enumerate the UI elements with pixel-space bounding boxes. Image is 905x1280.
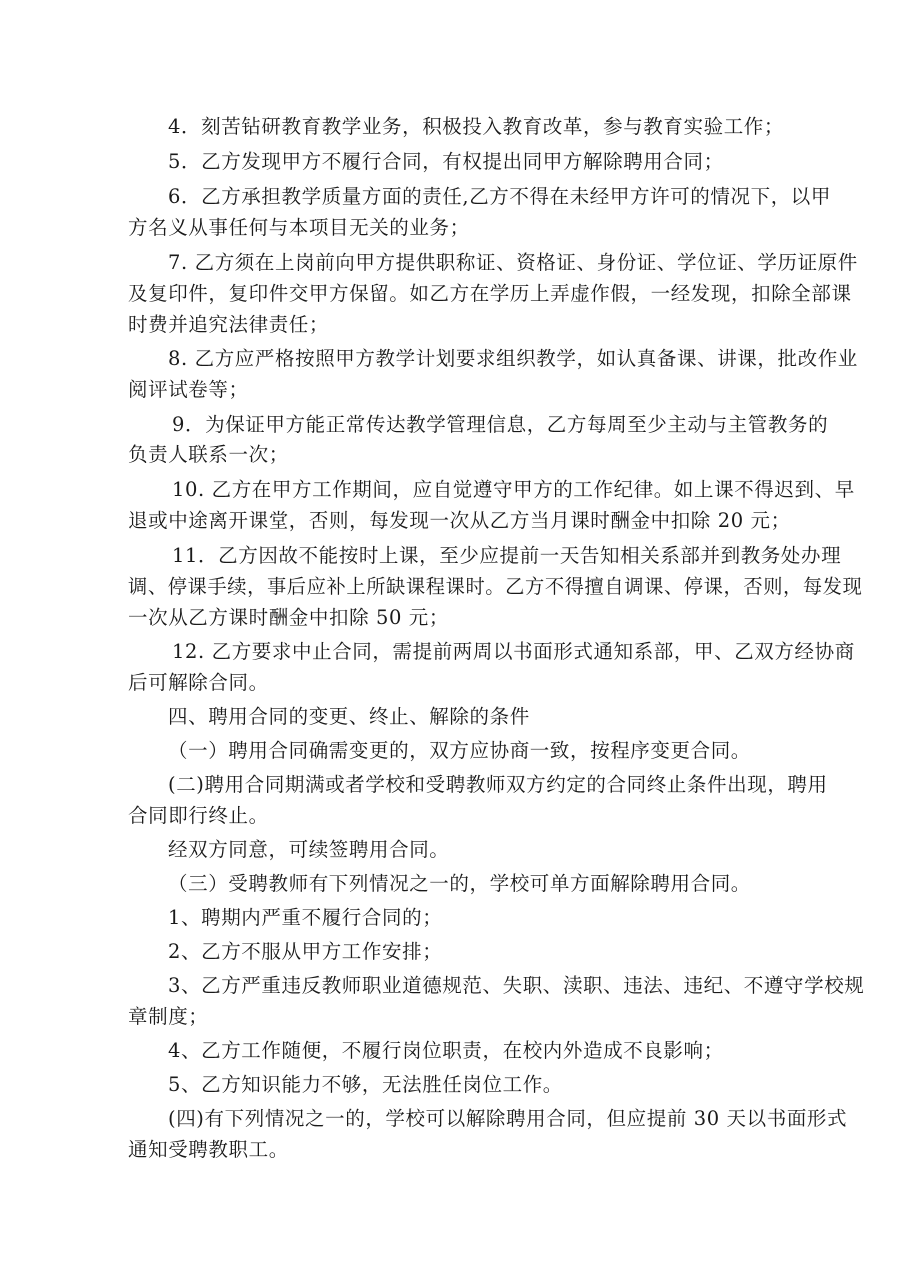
section-4-heading: 四、聘用合同的变更、终止、解除的条件 [168, 705, 530, 728]
section-4-clause-2-line-1: (二)聘用合同期满或者学校和受聘教师双方约定的合同终止条件出现，聘用 [168, 773, 828, 796]
item-4-line-1: 4．刻苦钻研教育教学业务，积极投入教育改革，参与教育实验工作； [168, 115, 785, 138]
condition-4: 4、乙方工作随便，不履行岗位职责，在校内外造成不良影响； [168, 1039, 724, 1062]
item-7-line-3: 时费并追究法律责任； [128, 313, 330, 336]
item-11-line-1: 11．乙方因故不能按时上课，至少应提前一天告知相关系部并到教务处办理 [172, 544, 842, 567]
section-4-clause-2-line-2: 合同即行终止。 [128, 804, 269, 827]
item-12-line-1: 12. 乙方要求中止合同，需提前两周以书面形式通知系部，甲、乙双方经协商 [172, 640, 855, 663]
item-11-line-3: 一次从乙方课时酬金中扣除 50 元； [128, 606, 450, 629]
item-11-line-2: 调、停课手续，事后应补上所缺课程课时。乙方不得擅自调课、停课，否则，每发现 [128, 575, 863, 598]
item-7-line-2: 及复印件，复印件交甲方保留。如乙方在学历上弄虚作假，一经发现，扣除全部课 [128, 282, 852, 305]
section-4-clause-3: （三）受聘教师有下列情况之一的，学校可单方面解除聘用合同。 [168, 872, 751, 895]
condition-3-line-2: 章制度； [128, 1005, 209, 1028]
item-8-line-2: 阅评试卷等； [128, 378, 249, 401]
item-9-line-1: 9．为保证甲方能正常传达教学管理信息，乙方每周至少主动与主管教务的 [172, 413, 829, 436]
item-7-line-1: 7. 乙方须在上岗前向甲方提供职称证、资格证、身份证、学位证、学历证原件 [168, 251, 858, 274]
item-10-line-1: 10. 乙方在甲方工作期间，应自觉遵守甲方的工作纪律。如上课不得迟到、早 [172, 478, 855, 501]
item-8-line-1: 8. 乙方应严格按照甲方教学计划要求组织教学，如认真备课、讲课，批改作业 [168, 347, 858, 370]
renewal-note: 经双方同意，可续签聘用合同。 [168, 838, 450, 861]
condition-5: 5、乙方知识能力不够，无法胜任岗位工作。 [168, 1073, 563, 1096]
section-4-clause-4-line-1: (四)有下列情况之一的，学校可以解除聘用合同，但应提前 30 天以书面形式 [168, 1107, 848, 1130]
item-5-line-1: 5．乙方发现甲方不履行合同，有权提出同甲方解除聘用合同； [168, 150, 724, 173]
item-9-line-2: 负责人联系一次； [128, 443, 289, 466]
condition-1: 1、聘期内严重不履行合同的； [168, 906, 443, 929]
item-6-line-1: 6．乙方承担教学质量方面的责任,乙方不得在未经甲方许可的情况下，以甲 [168, 185, 832, 208]
item-6-line-2: 方名义从事任何与本项目无关的业务； [128, 216, 470, 239]
item-10-line-2: 退或中途离开课堂，否则，每发现一次从乙方当月课时酬金中扣除 20 元； [128, 509, 791, 532]
condition-3-line-1: 3、乙方严重违反教师职业道德规范、失职、渎职、违法、违纪、不遵守学校规 [168, 974, 865, 997]
condition-2: 2、乙方不服从甲方工作安排； [168, 940, 443, 963]
section-4-clause-4-line-2: 通知受聘教职工。 [128, 1138, 289, 1161]
section-4-clause-1: （一）聘用合同确需变更的，双方应协商一致，按程序变更合同。 [168, 739, 751, 762]
item-12-line-2: 后可解除合同。 [128, 671, 269, 694]
